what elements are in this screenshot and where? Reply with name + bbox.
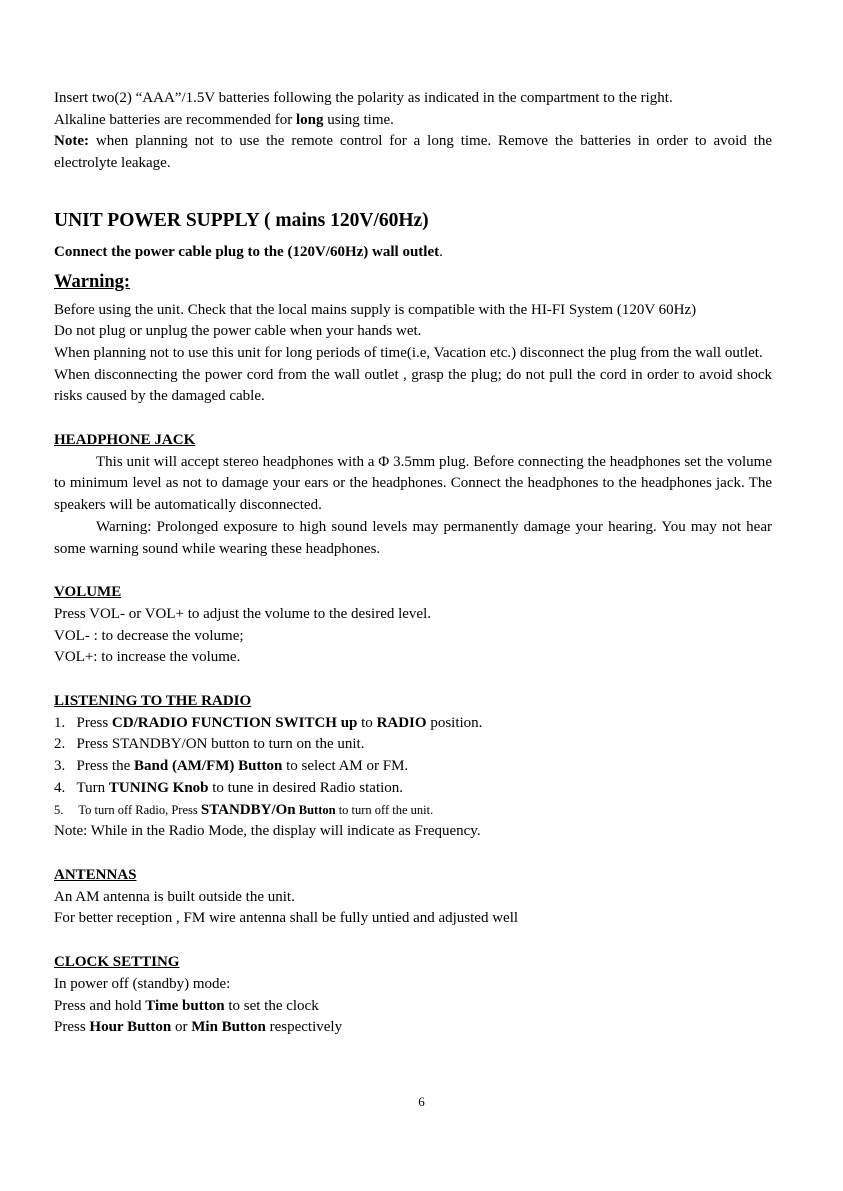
headphone-paragraph-2: Warning: Prolonged exposure to high sound levels may permanently damage your hearing. You may not hear some warning sound while wearing these headphones. <box>54 518 772 557</box>
step-number: 4. <box>54 779 66 796</box>
power-connect-instruction <box>54 242 772 264</box>
bold-run: Min Button <box>191 1019 266 1036</box>
text-run: Press <box>76 714 112 731</box>
volume-heading: VOLUME <box>54 584 122 601</box>
step-number: 3. <box>54 758 66 775</box>
volume-line-3: VOL+: to increase the volume. <box>54 649 241 666</box>
warning-heading: Warning: <box>54 271 131 292</box>
text-run: To turn off Radio, Press <box>78 802 201 817</box>
text-run: Turn <box>76 779 109 796</box>
bold-run: STANDBY/On <box>200 801 296 818</box>
text-run: respectively <box>265 1019 343 1036</box>
bold-run: RADIO <box>376 714 427 731</box>
power-supply-heading: UNIT POWER SUPPLY ( mains 120V/60Hz) <box>54 209 429 231</box>
radio-heading: LISTENING TO THE RADIO <box>54 693 252 710</box>
bold-run: Button <box>295 802 336 817</box>
battery-instruction: Insert two(2) “AAA”/1.5V batteries following the polarity as indicated in the compartment to the right. <box>54 90 673 106</box>
radio-steps <box>54 713 772 822</box>
radio-step-2 <box>54 734 772 756</box>
note-text: when planning not to use the remote control for a long time. Remove the batteries in order to avoid the electrolyte leakage. <box>54 133 772 172</box>
bold-run: Connect the power cable plug to the (120V/60Hz) wall outlet <box>54 243 440 260</box>
antennas-heading: ANTENNAS <box>54 866 137 883</box>
text-run: Press the <box>76 758 134 775</box>
antennas-line-1: An AM antenna is built outside the unit. <box>54 888 295 905</box>
text-run: Press STANDBY/ON button to turn on the unit. <box>76 736 365 753</box>
clock-line-2 <box>54 996 772 1018</box>
text-run: to turn off the unit. <box>335 802 434 817</box>
text-run: Press and hold <box>54 997 146 1014</box>
step-number: 1. <box>54 714 66 731</box>
radio-step-3 <box>54 756 772 778</box>
text-run: using time. <box>323 111 394 128</box>
warning-line-3: When planning not to use this unit for long periods of time(i.e, Vacation etc.) disconnect the plug from the wall outlet. <box>54 344 763 361</box>
bold-run: Time button <box>145 997 225 1014</box>
clock-line-3 <box>54 1017 772 1039</box>
warning-line-1: Before using the unit. Check that the local mains supply is compatible with the HI-FI System (120V 60Hz) <box>54 301 697 318</box>
radio-step-4 <box>54 778 772 800</box>
text-run: to select AM or FM. <box>282 758 409 775</box>
text-run: to <box>357 714 377 731</box>
warning-line-4: When disconnecting the power cord from the wall outlet , grasp the plug; do not pull the cord in order to avoid shock risks caused by the damaged cable. <box>54 366 772 405</box>
radio-step-5 <box>54 800 772 822</box>
radio-note: Note: While in the Radio Mode, the display will indicate as Frequency. <box>54 823 481 840</box>
volume-line-2: VOL- : to decrease the volume; <box>54 627 244 644</box>
text-run: . <box>439 243 443 260</box>
headphone-paragraph-1: This unit will accept stereo headphones with a Φ 3.5mm plug. Before connecting the headphones set the volume to minimum level as not to damage your ears or the headphones. Connect the headphones to the headphones jack. The speakers will be automatically disconnected. <box>54 453 772 514</box>
radio-step-1 <box>54 713 772 735</box>
note-label: Note: <box>54 133 89 150</box>
text-run: Alkaline batteries are recommended for <box>54 111 296 128</box>
battery-recommendation <box>54 110 772 132</box>
text-run: to set the clock <box>224 997 319 1014</box>
bold-run: TUNING Knob <box>108 779 209 796</box>
volume-line-1: Press VOL- or VOL+ to adjust the volume to the desired level. <box>54 605 432 622</box>
text-run: to tune in desired Radio station. <box>208 779 404 796</box>
bold-run: Hour Button <box>89 1019 172 1036</box>
text-run: or <box>171 1019 192 1036</box>
page-number: 6 <box>418 1094 425 1109</box>
manual-page <box>54 88 772 1039</box>
bold-run: long <box>295 111 324 128</box>
bold-run: CD/RADIO FUNCTION SWITCH up <box>111 714 358 731</box>
step-number: 5. <box>54 802 64 817</box>
clock-line-1: In power off (standby) mode: <box>54 975 231 992</box>
text-run: Press <box>54 1019 90 1036</box>
headphone-heading: HEADPHONE JACK <box>54 432 196 449</box>
text-run: position. <box>426 714 483 731</box>
step-number: 2. <box>54 736 66 753</box>
battery-note <box>54 131 772 174</box>
warning-line-2: Do not plug or unplug the power cable when your hands wet. <box>54 323 422 340</box>
antennas-line-2: For better reception , FM wire antenna shall be fully untied and adjusted well <box>54 910 519 927</box>
bold-run: Band (AM/FM) Button <box>134 758 283 775</box>
clock-heading: CLOCK SETTING <box>54 954 180 971</box>
